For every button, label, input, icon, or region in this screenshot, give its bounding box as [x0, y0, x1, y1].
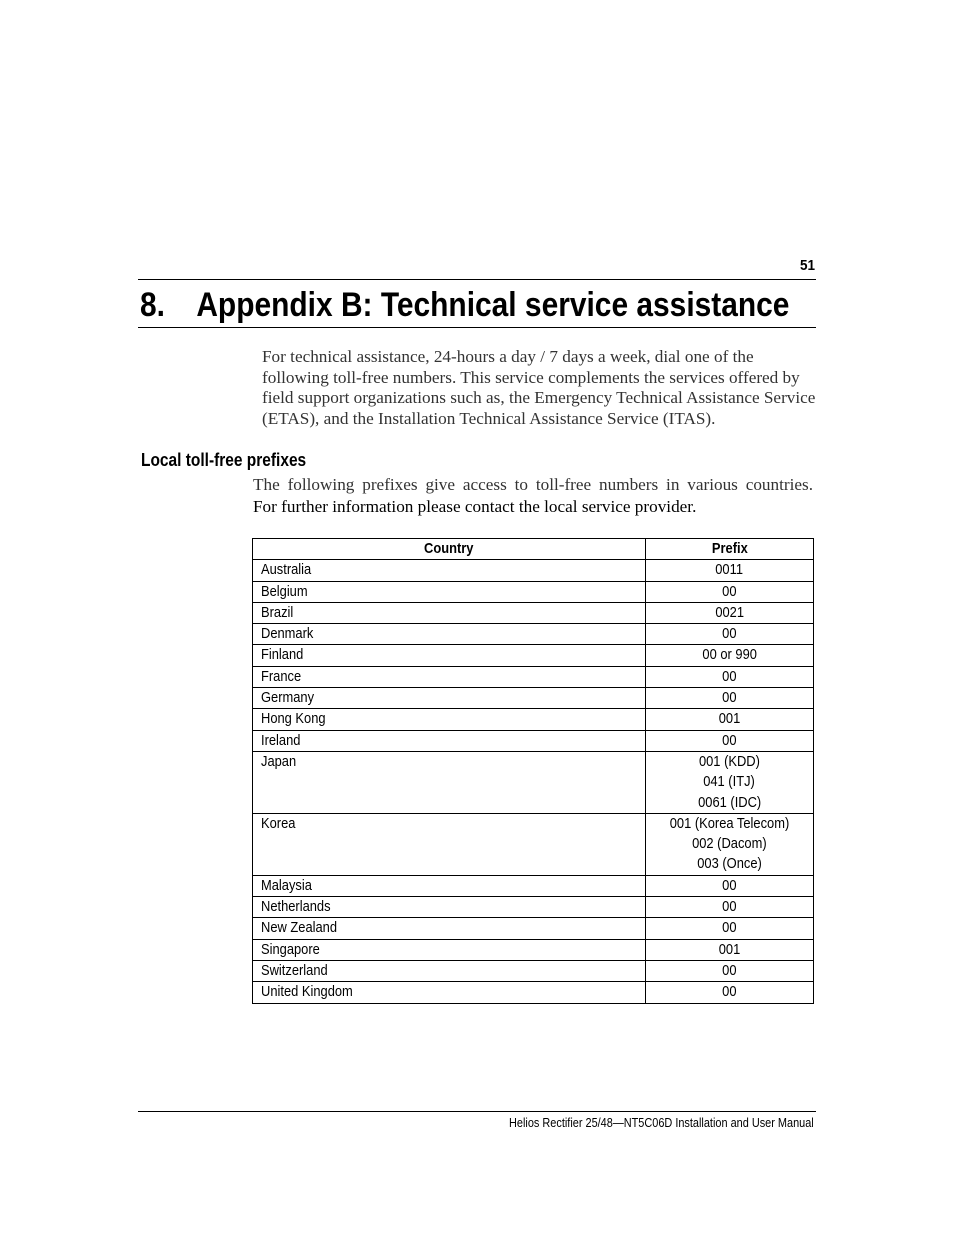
prefix-value: 001 (Korea Telecom) [669, 814, 790, 832]
section-heading: Local toll-free prefixes [141, 450, 307, 470]
table-row [253, 813, 814, 875]
table-body [253, 560, 814, 1003]
footer-rule [138, 1111, 816, 1112]
prefix-note [253, 474, 813, 518]
country-cell: New Zealand [253, 918, 646, 939]
prefix-value: 003 (Once) [697, 855, 762, 873]
country-cell: Finland [253, 645, 646, 666]
table-row [253, 875, 814, 896]
table-row [253, 602, 814, 623]
country-column-header: Country [253, 539, 646, 560]
prefix-value: 00 [722, 667, 737, 685]
country-cell: Brazil [253, 602, 646, 623]
prefix-column-header: Prefix [646, 539, 814, 560]
prefix-value: 00 or 990 [702, 646, 757, 664]
prefix-note-line-1: The following prefixes give access to toll-free numbers in various countries. [253, 475, 813, 494]
country-cell: Switzerland [253, 960, 646, 981]
country-cell: Australia [253, 560, 646, 581]
prefix-value: 001 (KDD) [699, 752, 760, 770]
prefix-cell [646, 751, 814, 813]
country-cell: Germany [253, 688, 646, 709]
table-row [253, 939, 814, 960]
prefix-value: 001 [718, 940, 741, 958]
country-cell: Netherlands [253, 897, 646, 918]
table-row [253, 688, 814, 709]
table-row [253, 709, 814, 730]
prefix-cell [646, 939, 814, 960]
prefix-value: 00 [722, 582, 737, 600]
table-row [253, 645, 814, 666]
table-row [253, 560, 814, 581]
prefix-value: 001 [718, 710, 741, 728]
chapter-title [140, 284, 789, 326]
country-cell: Japan [253, 751, 646, 813]
prefix-value: 00 [722, 919, 737, 937]
prefix-cell [646, 581, 814, 602]
table-row [253, 918, 814, 939]
prefix-cell [646, 813, 814, 875]
footer-text: Helios Rectifier 25/48—NT5C06D Installation and User Manual [509, 1115, 814, 1130]
prefix-value: 00 [722, 689, 737, 707]
country-cell: Hong Kong [253, 709, 646, 730]
prefix-value: 00 [722, 961, 737, 979]
prefix-value: 00 [722, 625, 737, 643]
header-rule [138, 279, 816, 280]
chapter-number: 8. [140, 286, 165, 324]
table-row [253, 730, 814, 751]
country-cell: Singapore [253, 939, 646, 960]
prefix-cell [646, 918, 814, 939]
title-rule [138, 327, 816, 328]
prefix-value: 00 [722, 898, 737, 916]
prefix-value: 0061 (IDC) [697, 793, 762, 811]
table-row [253, 897, 814, 918]
table-row [253, 624, 814, 645]
prefix-value: 002 (Dacom) [692, 835, 767, 853]
prefix-cell [646, 982, 814, 1003]
prefix-cell [646, 666, 814, 687]
prefix-cell [646, 645, 814, 666]
country-cell: Denmark [253, 624, 646, 645]
prefix-cell [646, 602, 814, 623]
prefix-cell [646, 730, 814, 751]
intro-paragraph: For technical assistance, 24-hours a day / 7 days a week, dial one of the following toll-free numbers. This service complements the services offered by field support organizations such as, the Emergency Technical Assistance Service (ETAS), and the Installation Technical Assistance Service (ITAS). [262, 347, 816, 428]
country-cell: Belgium [253, 581, 646, 602]
prefix-value: 041 (ITJ) [703, 773, 756, 791]
country-cell: Malaysia [253, 875, 646, 896]
table-row [253, 960, 814, 981]
page-number: 51 [799, 257, 815, 274]
prefix-cell [646, 560, 814, 581]
prefix-value: 00 [722, 731, 737, 749]
prefix-cell [646, 624, 814, 645]
chapter-title-text: Appendix B: Technical service assistance [196, 286, 790, 324]
prefix-cell [646, 688, 814, 709]
table-row [253, 666, 814, 687]
country-cell: France [253, 666, 646, 687]
table-row [253, 751, 814, 813]
prefix-cell [646, 709, 814, 730]
prefix-value: 00 [722, 876, 737, 894]
prefix-value: 00 [722, 983, 737, 1001]
prefix-value: 0011 [715, 561, 744, 579]
country-cell: United Kingdom [253, 982, 646, 1003]
prefix-cell [646, 897, 814, 918]
prefix-note-line-2: For further information please contact the local service provider. [253, 497, 697, 516]
table-row [253, 982, 814, 1003]
prefix-value: 0021 [715, 603, 744, 621]
country-cell: Korea [253, 813, 646, 875]
country-cell: Ireland [253, 730, 646, 751]
table-header-row [253, 539, 814, 560]
table-row [253, 581, 814, 602]
prefix-table [252, 538, 814, 1004]
prefix-cell [646, 960, 814, 981]
prefix-cell [646, 875, 814, 896]
